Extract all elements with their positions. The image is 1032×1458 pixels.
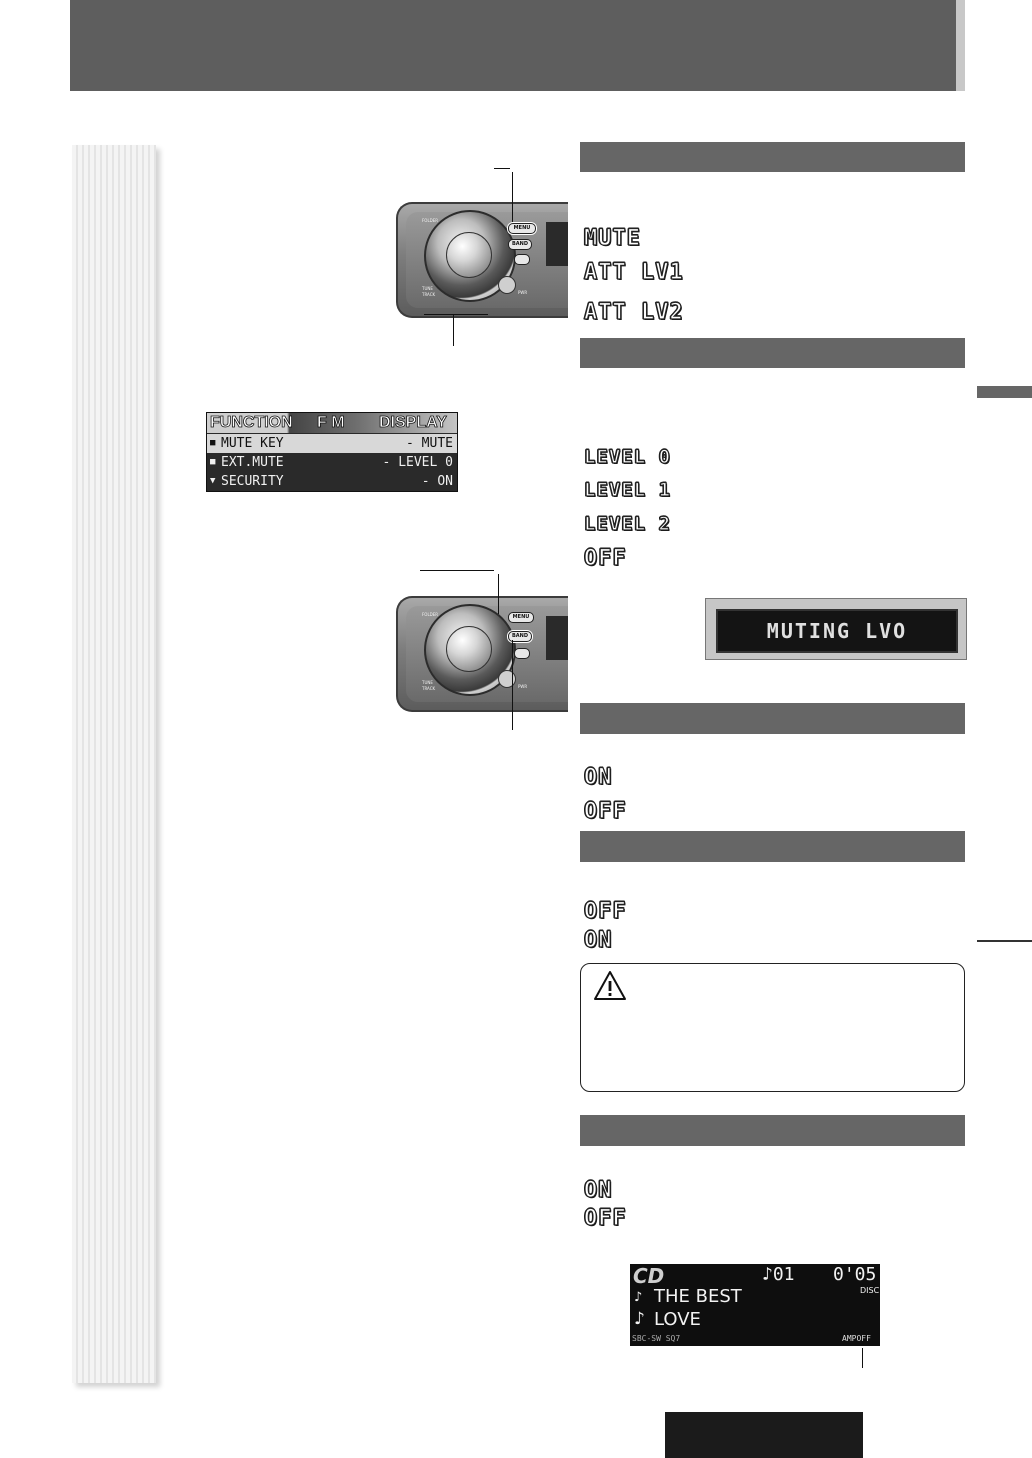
disc-icon: ♪ <box>634 1290 643 1305</box>
section-bar-4 <box>580 831 965 862</box>
callout-line <box>420 570 494 571</box>
option-off: OFF <box>584 546 627 571</box>
cd-display-screen <box>630 1264 880 1346</box>
option-off: OFF <box>584 799 627 824</box>
disc-label: DISC <box>860 1286 880 1295</box>
callout-line <box>512 172 513 222</box>
callout-line <box>453 314 454 346</box>
callout-line <box>424 314 488 315</box>
tab-function: FUNCTION <box>210 414 293 431</box>
page-number-block <box>665 1412 863 1458</box>
row-label: SECURITY <box>221 474 284 489</box>
small-button <box>514 648 530 659</box>
elapsed-time: 0'05 <box>833 1264 877 1285</box>
menu-row-ext-mute: ■ EXT.MUTE - LEVEL 0 <box>210 455 453 470</box>
track-title-line: LOVE <box>654 1309 701 1330</box>
band-button: BAND <box>508 239 532 250</box>
track-label: TRACK <box>422 292 436 297</box>
sound-mode-indicator: SBC-SW SQ7 <box>632 1334 681 1343</box>
row-value: - MUTE <box>406 436 453 451</box>
head-unit-illustration-bottom <box>396 596 568 712</box>
menu-row-security: ▼ SECURITY - ON <box>210 474 453 489</box>
option-on: ON <box>584 928 613 953</box>
step-sidebar-column <box>72 145 156 1383</box>
option-att-lv2: ATT LV2 <box>584 300 684 325</box>
folder-label: FOLDER <box>422 612 439 617</box>
option-level-0: LEVEL 0 <box>584 446 672 468</box>
power-button <box>498 276 516 294</box>
section-bar-ext-mute <box>580 338 965 368</box>
option-level-1: LEVEL 1 <box>584 479 672 501</box>
option-att-lv1: ATT LV1 <box>584 260 684 285</box>
callout-line <box>498 574 499 614</box>
track-number: ♪01 <box>762 1264 795 1285</box>
section-bar-mute-key <box>580 142 965 172</box>
band-button: BAND <box>508 631 532 642</box>
option-off: OFF <box>584 1206 627 1231</box>
tab-display: DISPLAY <box>379 414 447 431</box>
row-label: MUTE KEY <box>221 436 284 451</box>
option-mute: MUTE <box>584 226 641 251</box>
tab-fm: F M <box>317 414 345 431</box>
option-on: ON <box>584 1178 613 1203</box>
small-button <box>514 254 530 265</box>
amp-off-indicator: AMPOFF <box>842 1334 871 1343</box>
folder-label: FOLDER <box>422 218 439 223</box>
option-on: ON <box>584 765 613 790</box>
chapter-divider-line <box>977 940 1032 942</box>
callout-line <box>512 640 513 730</box>
option-off: OFF <box>584 899 627 924</box>
callout-line <box>862 1348 863 1368</box>
muting-level-text: MUTING LVO <box>716 609 958 653</box>
muting-level-display <box>705 598 967 660</box>
menu-row-mute-key: ■ MUTE KEY - MUTE <box>207 434 457 453</box>
power-button <box>498 670 516 688</box>
row-value: - ON <box>421 474 453 489</box>
row-label: EXT.MUTE <box>221 455 284 470</box>
title-line: THE BEST <box>654 1286 742 1307</box>
volume-knob <box>446 232 492 278</box>
music-note-icon: ♪ <box>634 1309 645 1329</box>
header-edge <box>956 0 965 91</box>
menu-button: MENU <box>508 612 534 623</box>
source-label: CD <box>633 1264 665 1288</box>
function-menu-screen <box>206 412 458 492</box>
callout-line <box>494 168 510 169</box>
section-bar-amp <box>580 1115 965 1146</box>
option-level-2: LEVEL 2 <box>584 513 672 535</box>
row-value: - LEVEL 0 <box>382 455 453 470</box>
track-label: TRACK <box>422 686 436 691</box>
chapter-thumb-tab <box>977 386 1032 398</box>
volume-knob <box>446 626 492 672</box>
pwr-label: PWR <box>518 290 528 295</box>
tune-label: TUNE <box>422 286 433 291</box>
caution-box <box>580 963 965 1092</box>
head-unit-illustration-top <box>396 202 568 318</box>
section-bar-security <box>580 703 965 734</box>
pwr-label: PWR <box>518 684 528 689</box>
menu-button: MENU <box>508 223 536 234</box>
warning-triangle-icon <box>593 970 627 1002</box>
tune-label: TUNE <box>422 680 433 685</box>
page-header-band <box>70 0 956 91</box>
